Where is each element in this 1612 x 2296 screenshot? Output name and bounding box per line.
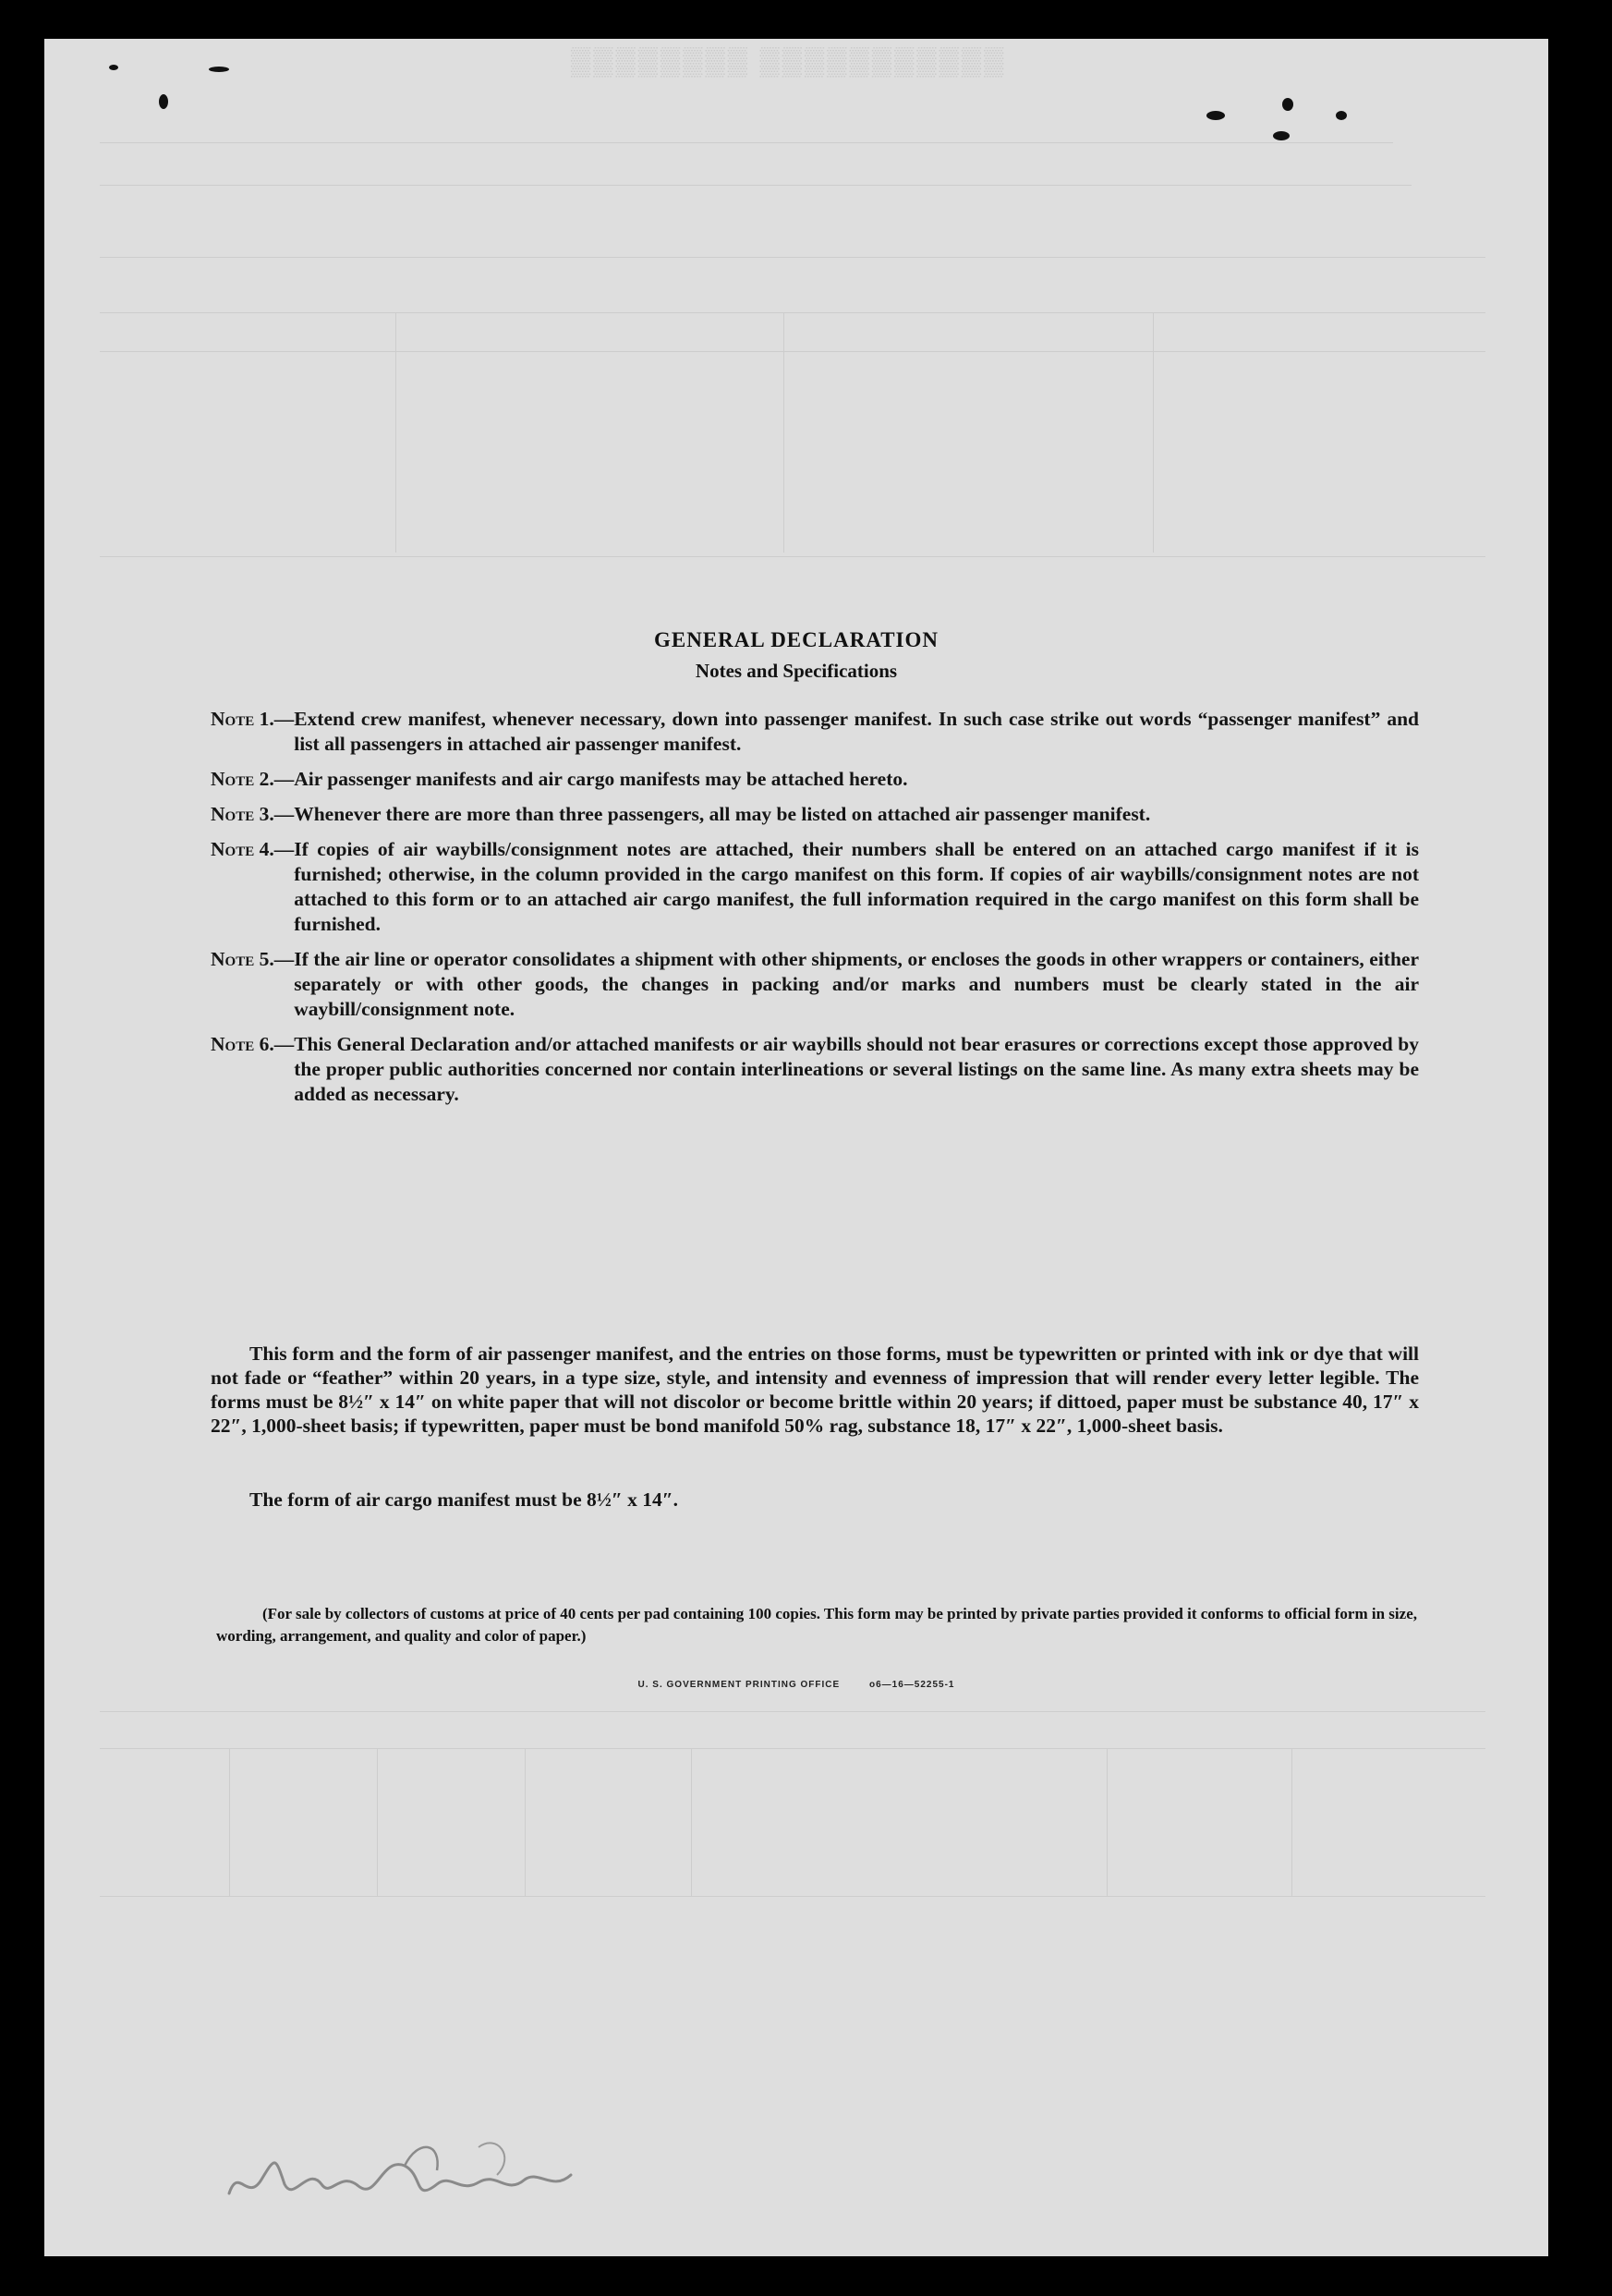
note-text: If the air line or operator consolidates a shipment with other shipments, or encloses the goods in other wrappers or containers, either separately or with other goods, the changes in packing and/or marks and numbers must be clearly stated in the air waybill/consignment note.	[294, 948, 1419, 1020]
bleed-through-vrule	[691, 1748, 692, 1896]
bleed-through-rule	[100, 556, 1485, 557]
page-subtitle: Notes and Specifications	[695, 660, 898, 682]
bleed-through-vrule	[525, 1748, 526, 1896]
ink-speck	[209, 67, 229, 72]
note-label: Note 6.	[211, 1033, 274, 1055]
specifications-paragraph: This form and the form of air passenger manifest, and the entries on those forms, must be typewritten or printed with ink or dye that will not fade or “feather” within 20 years, in a type size, style, and intensity and evenness of impression that will render every letter legible. The forms must be 8½″ x 14″ on white paper that will not discolor or become brittle within 20 years; if dittoed, paper must be substance 40, 17″ x 22″, 1,000-sheet basis; if typewritten, paper must be bond manifold 50% rag, substance 18, 17″ x 22″, 1,000-sheet basis.	[211, 1342, 1419, 1437]
note-label: Note 3.	[211, 803, 274, 825]
note-label: Note 2.	[211, 768, 274, 790]
note-dash: —	[273, 803, 295, 825]
bleed-through-vrule	[395, 312, 396, 553]
bleed-through-vrule	[1107, 1748, 1108, 1896]
bleed-through-rule	[100, 312, 1485, 313]
note-label: Note 1.	[211, 708, 274, 730]
printing-office-line	[44, 1680, 1548, 1690]
ink-speck	[1336, 111, 1347, 120]
bleed-through-vrule	[1291, 1748, 1292, 1896]
ink-speck	[159, 94, 168, 109]
ink-speck	[1282, 98, 1293, 111]
bleed-through-rule	[100, 1748, 1485, 1749]
document-page	[44, 39, 1548, 2256]
note-item	[211, 767, 1419, 792]
signature-icon	[220, 2129, 608, 2212]
note-item	[211, 947, 1419, 1022]
note-item	[211, 1032, 1419, 1107]
note-dash: —	[273, 768, 295, 790]
ink-speck	[1273, 131, 1290, 140]
note-text: Extend crew manifest, whenever necessary, down into passenger manifest. In such case strike out words “passenger manifest” and list all passengers in attached air passenger manifest.	[294, 708, 1419, 755]
bleed-through-vrule	[229, 1748, 230, 1896]
page-title: GENERAL DECLARATION	[653, 628, 939, 651]
bleed-through-vrule	[1153, 312, 1154, 553]
note-dash: —	[273, 838, 295, 860]
bleed-through-vrule	[783, 312, 784, 553]
note-dash: —	[273, 1033, 295, 1055]
note-dash: —	[273, 708, 295, 730]
bleed-through-rule	[100, 1711, 1485, 1712]
note-text: This General Declaration and/or attached manifests or air waybills should not bear erasures or corrections except those approved by the proper public authorities concerned nor contain interlineations or several listings on the same line. As many extra sheets may be added as necessary.	[294, 1033, 1419, 1105]
note-label: Note 4.	[211, 838, 274, 860]
note-item	[211, 802, 1419, 827]
bleed-through-rule	[100, 351, 1485, 352]
note-text: Whenever there are more than three passengers, all may be listed on attached air passenger manifest.	[294, 803, 1151, 825]
bleed-through-title: ▒▒▒▒▒▒▒▒ ▒▒▒▒▒▒▒▒▒▒▒	[571, 46, 1007, 77]
bleed-through-rule	[100, 185, 1412, 186]
ink-speck	[109, 65, 118, 70]
bleed-through-rule	[100, 1896, 1485, 1897]
ink-speck	[1206, 111, 1225, 120]
printing-office-code: o6—16—52255-1	[868, 1680, 955, 1690]
note-text: Air passenger manifests and air cargo manifests may be attached hereto.	[294, 768, 908, 790]
note-item	[211, 707, 1419, 757]
note-dash: —	[273, 948, 295, 970]
printing-office-name: U. S. GOVERNMENT PRINTING OFFICE	[637, 1680, 841, 1690]
bleed-through-vrule	[377, 1748, 378, 1896]
bleed-through-rule	[100, 142, 1393, 143]
sale-notice: (For sale by collectors of customs at price of 40 cents per pad containing 100 copies. This form may be printed by private parties provided it conforms to official form in size, wording, arrangement, and quality and color of paper.)	[216, 1605, 1417, 1645]
note-label: Note 5.	[211, 948, 274, 970]
notes-list	[211, 707, 1419, 1117]
bleed-through-rule	[100, 257, 1485, 258]
note-text: If copies of air waybills/consignment notes are attached, their numbers shall be entered on an attached cargo manifest if it is furnished; otherwise, in the column provided in the cargo manifest on this form. If copies of air waybills/consignment notes are not attached to this form or to an attached air cargo manifest, the full information required in the cargo manifest on this form shall be furnished.	[294, 838, 1419, 935]
note-item	[211, 837, 1419, 937]
cargo-form-specification: The form of air cargo manifest must be 8½″ x 14″.	[249, 1488, 679, 1511]
